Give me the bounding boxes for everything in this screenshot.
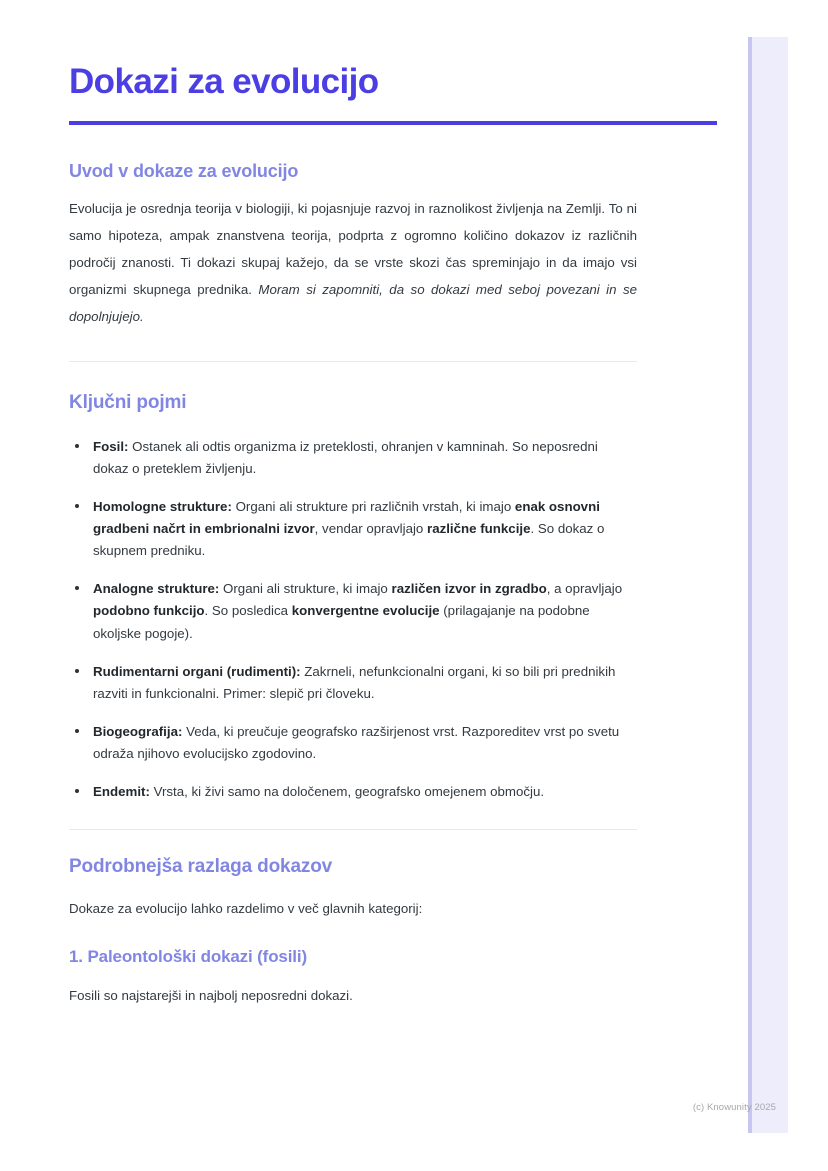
key-terms-list <box>69 436 629 803</box>
bullet-dot-icon <box>75 729 79 733</box>
term-text: Organi ali strukture, ki imajo <box>219 581 392 597</box>
intro-paragraph-italic: Moram si zapomniti, da so dokazi med seboj povezani in se dopolnjujejo. <box>69 282 638 325</box>
bullet-dot-icon <box>75 504 79 508</box>
list-item <box>69 496 629 562</box>
intro-paragraph <box>69 196 637 331</box>
decorative-side-panel <box>748 37 788 1133</box>
term-emphasis: različne funkcije <box>427 521 531 537</box>
detailed-intro-paragraph: Dokaze za evolucijo lahko razdelimo v več glavnih kategorij: <box>69 900 423 916</box>
term-emphasis: konvergentne evolucije <box>291 603 440 619</box>
term-emphasis: enak osnovni gradbeni načrt in embrionalni izvor <box>93 499 600 537</box>
section-heading-detailed: Podrobnejša razlaga dokazov <box>69 855 333 877</box>
bullet-dot-icon <box>75 444 79 448</box>
term-emphasis: podobno funkcijo <box>93 603 205 619</box>
term-emphasis: Biogeografija: <box>93 723 183 739</box>
term-emphasis: Homologne strukture: <box>93 499 232 515</box>
bullet-dot-icon <box>75 586 79 590</box>
bullet-dot-icon <box>75 789 79 793</box>
page-title: Dokazi za evolucijo <box>69 62 379 101</box>
intro-paragraph-plain: Evolucija je osrednja teorija v biologiji, ki pojasnjuje razvoj in raznolikost življenja na Zemlji. To ni samo hipoteza, ampak znanstvena teorija, podprta z ogromno količino dokazov iz različnih področij znanosti. Ti dokazi skupaj kažejo, da se vrste skozi čas spreminjajo in da imajo vsi organizmi skupnega prednika. <box>69 201 637 298</box>
term-emphasis: Fosil: <box>93 439 129 455</box>
section-heading-key-terms: Ključni pojmi <box>69 392 187 414</box>
term-text: Ostanek ali odtis organizma iz preteklosti, ohranjen v kamninah. So neposredni dokaz o preteklem življenju. <box>93 439 598 477</box>
term-text: Vrsta, ki živi samo na določenem, geografsko omejenem območju. <box>149 783 545 799</box>
term-text: (prilagajanje na podobne okoljske pogoje). <box>93 603 590 641</box>
subsection-paragraph: Fosili so najstarejši in najbolj neposredni dokazi. <box>69 987 353 1003</box>
term-text: Organi ali strukture pri različnih vrstah, ki imajo <box>231 499 515 515</box>
term-text: Veda, ki preučuje geografsko razširjenost vrst. Razporeditev vrst po svetu odraža njihovo evolucijsko zgodovino. <box>93 723 620 761</box>
term-text: Zakrneli, nefunkcionalni organi, ki so bili pri prednikih razviti in funkcionalni. Primer: slepič pri človeku. <box>93 663 616 701</box>
term-text: . So dokaz o skupnem predniku. <box>93 521 605 559</box>
term-text: , vendar opravljajo <box>314 521 428 537</box>
term-emphasis: različen izvor in zgradbo <box>391 581 547 597</box>
term-emphasis: Rudimentarni organi (rudimenti): <box>93 663 301 679</box>
list-item <box>69 781 629 803</box>
list-item <box>69 578 629 644</box>
subsection-heading-paleontology: 1. Paleontološki dokazi (fosili) <box>69 946 307 966</box>
section-heading-intro: Uvod v dokaze za evolucijo <box>69 161 299 182</box>
bullet-dot-icon <box>75 669 79 673</box>
list-item <box>69 721 629 765</box>
term-text: . So posledica <box>204 603 292 619</box>
footer-copyright: (c) Knowunity 2025 <box>692 1102 776 1113</box>
term-text: , a opravljajo <box>546 581 623 597</box>
term-emphasis: Endemit: <box>93 783 150 799</box>
term-emphasis: Analogne strukture: <box>93 581 220 597</box>
list-item <box>69 436 629 480</box>
list-item <box>69 661 629 705</box>
